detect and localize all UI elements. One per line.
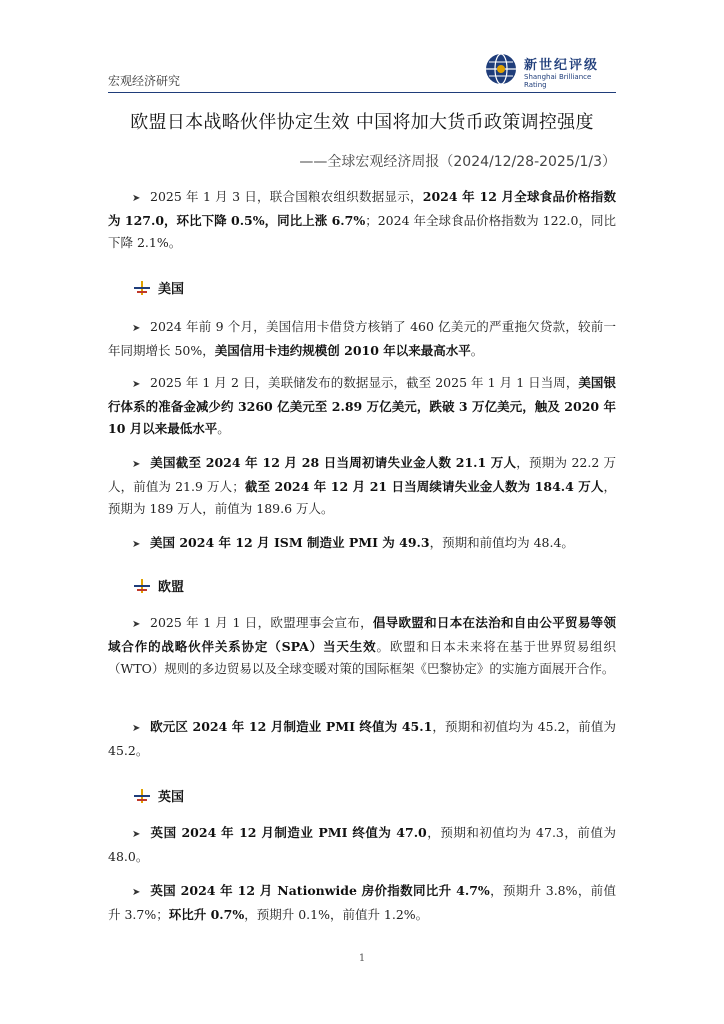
paragraph-us-bank-reserves: ➤ 2025 年 1 月 2 日，美联储发布的数据显示，截至 2025 年 1 月 1 日当周，美国银行体系的准备金减少约 3260 亿美元至 2.89 万亿美元，跌破 3 万亿美元，触及 2020 年 10 月以来最低水平。: [108, 375, 616, 436]
arrow-bullet-icon: ➤: [132, 193, 141, 204]
page-header: [108, 48, 616, 93]
section-marker-icon: [134, 789, 150, 803]
paragraph-us-credit-card: ➤ 2024 年前 9 个月，美国信用卡借贷方核销了 460 亿美元的严重拖欠贷款，较前一年同期增长 50%，美国信用卡违约规模创 2010 年以来最高水平。: [108, 319, 616, 358]
section-heading-eu: 欧盟: [134, 576, 184, 595]
paragraph-uk-pmi: ➤ 英国 2024 年 12 月制造业 PMI 终值为 47.0，预期和初值均为 47.3，前值为 48.0。: [108, 825, 616, 864]
paragraph-uk-nationwide-house-price: ➤ 英国 2024 年 12 月 Nationwide 房价指数同比升 4.7%，预期升 3.8%，前值升 3.7%；环比升 0.7%，预期升 0.1%，前值升 1.2%。: [108, 883, 617, 922]
section-marker-icon: [134, 281, 150, 295]
section-marker-icon: [134, 579, 150, 593]
arrow-bullet-icon: ➤: [132, 887, 141, 898]
section-heading-uk: 英国: [134, 786, 184, 805]
paragraph-us-jobless-claims: ➤ 美国截至 2024 年 12 月 28 日当周初请失业金人数 21.1 万人，预期为 22.2 万人，前值为 21.9 万人；截至 2024 年 12 月 21 日当周续请失业金人数为 184.4 万人，预期为 189 万人，前值为 189.6 万人。: [108, 455, 617, 516]
brand-logo: [484, 50, 616, 90]
arrow-bullet-icon: ➤: [132, 829, 141, 840]
page-subtitle: ——全球宏观经济周报（2024/12/28-2025/1/3）: [299, 154, 616, 170]
globe-logo-icon: [484, 52, 518, 86]
arrow-bullet-icon: ➤: [132, 619, 141, 630]
paragraph-global-food-price: ➤ 2025 年 1 月 3 日，联合国粮农组织数据显示，2024 年 12 月全球食品价格指数为 127.0，环比下降 0.5%，同比上涨 6.7%；2024 年全球食品价格指数为 122.0，同比下降 2.1%。: [108, 189, 617, 250]
arrow-bullet-icon: ➤: [132, 379, 141, 390]
arrow-bullet-icon: ➤: [132, 459, 141, 470]
page-title: 欧盟日本战略伙伴协定生效 中国将加大货币政策调控强度: [130, 112, 594, 133]
arrow-bullet-icon: ➤: [132, 323, 141, 334]
arrow-bullet-icon: ➤: [132, 539, 141, 550]
paragraph-us-ism-pmi: ➤ 美国 2024 年 12 月 ISM 制造业 PMI 为 49.3，预期和前值均为 48.4。: [108, 532, 616, 556]
section-heading-us: 美国: [134, 278, 184, 297]
logo-chinese-name: 新世纪评级: [524, 58, 600, 73]
logo-english-name: Shanghai Brilliance Rating: [524, 73, 592, 89]
header-category: 宏观经济研究: [108, 74, 181, 88]
paragraph-eu-japan-spa: ➤ 2025 年 1 月 1 日，欧盟理事会宣布，倡导欧盟和日本在法治和自由公平贸易等领域合作的战略伙伴关系协定（SPA）当天生效。欧盟和日本未来将在基于世界贸易组织（WTO）规则的多边贸易以及全球变暖对策的国际框架《巴黎协定》的实施方面展开合作。: [108, 615, 616, 676]
page-number: 1: [358, 953, 366, 964]
arrow-bullet-icon: ➤: [132, 723, 141, 734]
paragraph-eurozone-pmi: ➤ 欧元区 2024 年 12 月制造业 PMI 终值为 45.1，预期和初值均为 45.2，前值为 45.2。: [108, 719, 616, 758]
